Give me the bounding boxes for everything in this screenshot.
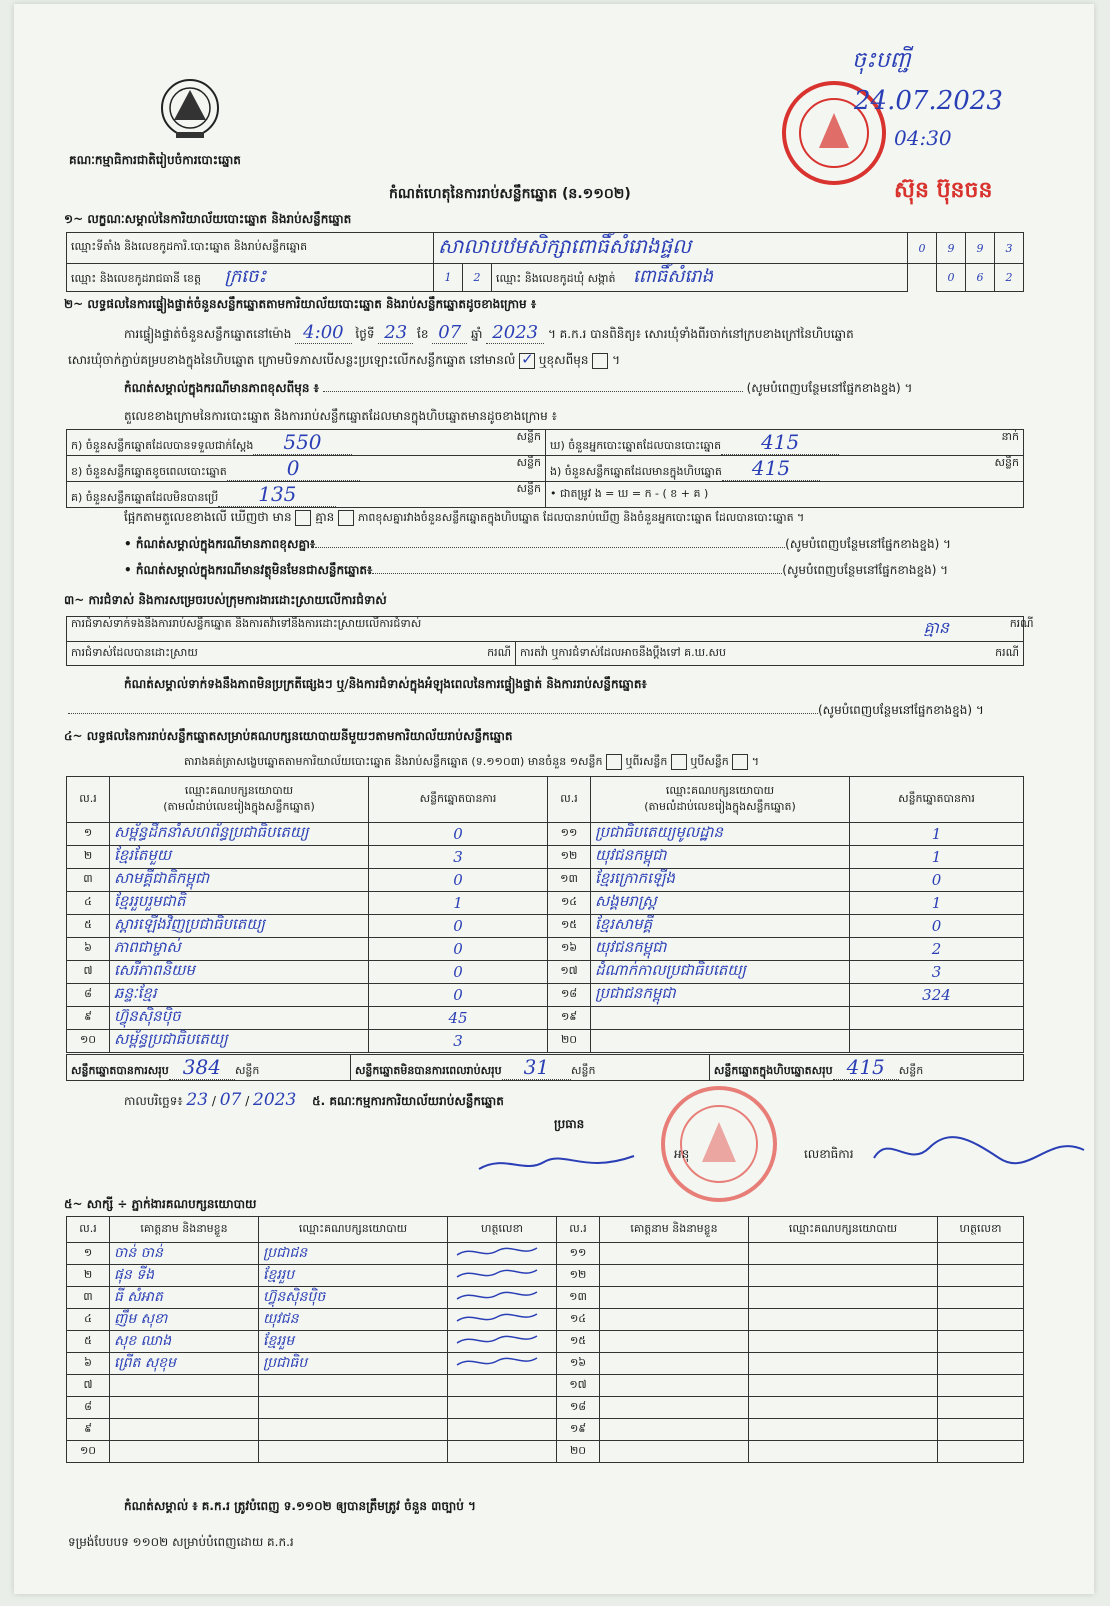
verify-day: 23	[378, 322, 413, 344]
witness-party: ខ្មែររួម	[259, 1331, 448, 1353]
total-in-box: 415	[833, 1055, 899, 1080]
result-party: យុវជនកម្ពុជា	[591, 938, 850, 961]
table-row	[67, 1353, 1024, 1375]
stamp-name: ស៊ុន ប៊ុនចន	[894, 178, 993, 203]
witness-signature	[448, 1265, 557, 1287]
section5-title: ៥~ សាក្សី ÷ ភ្នាក់ងារគណបក្សនយោបាយ	[64, 1197, 257, 1211]
table-row	[67, 1397, 1024, 1419]
result-no: ១១	[548, 823, 591, 846]
stamp-label: ចុះបញ្ជី	[852, 48, 911, 73]
result-votes: 0	[369, 961, 548, 984]
result-no: ១៧	[548, 961, 591, 984]
voters-label: ឃ) ចំនួនអ្នកបោះឆ្នោតដែលបានបោះឆ្នោត	[550, 439, 722, 452]
voters-value: 415	[721, 430, 839, 455]
result-party: សេរីភាពនិយម	[110, 961, 369, 984]
witness-party	[749, 1287, 938, 1309]
witness-party: ប្រជាធិប	[259, 1353, 448, 1375]
discrepancy-line: ផ្អែកតាមតួលេខខាងលើ ឃើញថា មាន គ្មាន ភាពខុសគ្នារវាងចំនួនសន្លឹកឆ្នោតក្នុងហិបឆ្នោត ដែលបានរាប់ឃើញ និងចំនួនអ្នកបោះឆ្នោត ដែលបានបោះឆ្នោត ។	[124, 510, 805, 524]
result-votes: 0	[369, 823, 548, 846]
result-votes: 45	[369, 1007, 548, 1030]
section3-title: ៣~ ការជំទាស់ និងការសម្រេចរបស់ក្រុមការងារដោះស្រាយលើការជំទាស់	[64, 593, 387, 607]
unused-value: 135	[218, 482, 336, 507]
has-discrepancy-checkbox[interactable]	[295, 510, 311, 526]
three-sheets-checkbox[interactable]	[732, 754, 748, 770]
witness-no: ៥	[67, 1331, 110, 1353]
diff-note-line: កំណត់សម្គាល់ក្នុងករណីមានភាពខុសពីមុន ៖ (សូមបំពេញបន្ថែមនៅផ្នែកខាងខ្នង) ។	[124, 381, 913, 395]
witness-party	[749, 1441, 938, 1463]
witness-name: ធី សំអាត	[110, 1287, 259, 1309]
result-votes: 1	[850, 892, 1024, 915]
location-table	[66, 232, 1024, 292]
witness-signature	[938, 1331, 1024, 1353]
witness-party	[259, 1375, 448, 1397]
result-votes: 3	[369, 846, 548, 869]
verification-line: ការផ្ទៀងផ្ទាត់ចំនួនសន្លឹកឆ្នោតនៅម៉ោង 4:00 ថ្ងៃទី 23 ខែ 07 ឆ្នាំ 2023 ។ គ.ក.រ បានពិនិត្យ៖ សោរឃុំទាំងពីរចាក់នៅក្របខាងក្រៅនៃហិបឆ្នោត	[124, 322, 854, 343]
witness-party	[749, 1353, 938, 1375]
witness-name	[600, 1309, 749, 1331]
witness-signature	[938, 1441, 1024, 1463]
witness-party	[749, 1397, 938, 1419]
witness-no: ៩	[67, 1419, 110, 1441]
result-no: ៤	[67, 892, 110, 915]
nec-emblem-icon	[154, 76, 226, 144]
witness-signature	[938, 1265, 1024, 1287]
results-table	[66, 776, 1024, 1053]
result-votes: 0	[369, 984, 548, 1007]
result-no: ៩	[67, 1007, 110, 1030]
province-code-1: 1	[434, 264, 463, 292]
in-box-label: ង) ចំនួនសន្លឹកឆ្នោតដែលមានក្នុងហិបឆ្នោត	[550, 465, 722, 478]
witness-party	[749, 1375, 938, 1397]
result-votes: 2	[850, 938, 1024, 961]
witness-party	[259, 1419, 448, 1441]
result-party: សាមគ្គីជាតិកម្ពុជា	[110, 869, 369, 892]
resolved-label: ការជំទាស់ដែលបានដោះស្រាយ	[71, 645, 198, 659]
result-no: ២	[67, 846, 110, 869]
form-title: កំណត់ហេតុនៃការរាប់សន្លឹកឆ្នោត (ន.១១០២)	[389, 186, 631, 202]
witness-party: ហ៊្វុនស៊ិនប៉ិច	[259, 1287, 448, 1309]
witness-no: ១២	[557, 1265, 600, 1287]
witness-signature	[938, 1309, 1024, 1331]
received-value: 550	[253, 430, 351, 455]
committee-stamp-icon	[654, 1084, 784, 1204]
count-month: 07	[219, 1090, 242, 1110]
witness-no: ១៧	[557, 1375, 600, 1397]
results-col-party: ឈ្មោះគណបក្សនយោបាយ (តាមលំដាប់លេខរៀងក្នុងសន្លឹកឆ្នោត)	[110, 777, 369, 823]
commune-label: ឈ្មោះ និងលេខកូដឃុំ សង្កាត់	[496, 272, 616, 285]
witness-name	[600, 1265, 749, 1287]
objection-row1: ការជំទាស់ទាក់ទងនឹងការរាប់សន្លឹកឆ្នោត និងការតវ៉ាទៅនឹងការដោះស្រាយលើការជំទាស់ គ្មាន ករណី	[67, 617, 1024, 642]
result-votes: 0	[369, 915, 548, 938]
witness-signature	[938, 1375, 1024, 1397]
result-votes: 1	[850, 846, 1024, 869]
signature-secretary	[869, 1128, 1089, 1172]
witness-col-party-2: ឈ្មោះគណបក្សនយោបាយ	[749, 1217, 938, 1243]
section2-title: ២~ លទ្ធផលនៃការផ្ទៀងផ្ទាត់ចំនួនសន្លឹកឆ្នោតតាមការិយាល័យបោះឆ្នោត និងរាប់សន្លឹកឆ្នោតដូចខាងក្រោម ៖	[64, 297, 537, 311]
result-party	[591, 1007, 850, 1030]
witness-signature	[938, 1397, 1024, 1419]
result-party: ភាពជាម្ចាស់	[110, 938, 369, 961]
result-party: យុវជនកម្ពុជា	[591, 846, 850, 869]
witness-party	[749, 1419, 938, 1441]
province-label: ឈ្មោះ និងលេខកូដរាជធានី ខេត្ត	[71, 272, 201, 285]
table-row	[67, 1243, 1024, 1265]
intact-checkbox[interactable]	[519, 353, 535, 369]
spoiled-label: ខ) ចំនួនសន្លឹកឆ្នោតខូចពេលបោះឆ្នោត	[71, 465, 227, 478]
witness-no: ៦	[67, 1353, 110, 1375]
table-row	[67, 1007, 1024, 1030]
witness-name: ចាន់ ចាន់	[110, 1243, 259, 1265]
count-year: 2023	[253, 1090, 297, 1110]
result-no: ៥	[67, 915, 110, 938]
bullet-diff: • កំណត់សម្គាល់ក្នុងករណីមានភាពខុសគ្នា៖ (សូមបំពេញបន្ថែមនៅផ្នែកខាងខ្នង) ។	[124, 537, 951, 551]
witness-signature	[938, 1243, 1024, 1265]
result-no: ២០	[548, 1030, 591, 1053]
witness-col-no: ល.រ	[67, 1217, 110, 1243]
result-no: ១០	[67, 1030, 110, 1053]
witness-no: ៨	[67, 1397, 110, 1419]
total-valid: 384	[169, 1055, 235, 1080]
witness-col-name-2: គោត្តនាម និងនាមខ្លួន	[600, 1217, 749, 1243]
result-party: សម្ព័ន្ធប្រជាធិបតេយ្យ	[110, 1030, 369, 1053]
witness-party: យុវជន	[259, 1309, 448, 1331]
table-row	[67, 1331, 1024, 1353]
witness-col-sign-2: ហត្ថលេខា	[938, 1217, 1024, 1243]
result-party: ហ៊្វុនស៊ិនប៉ិច	[110, 1007, 369, 1030]
table-row	[67, 823, 1024, 846]
result-party: ឆន្ទៈខ្មែរ	[110, 984, 369, 1007]
one-sheet-checkbox[interactable]	[606, 754, 622, 770]
witness-signature	[938, 1287, 1024, 1309]
results-col-no-2: ល.រ	[548, 777, 591, 823]
result-no: ១២	[548, 846, 591, 869]
form-footer: ទម្រង់បែបបទ ១១០២ សម្រាប់បំពេញដោយ គ.ក.រ	[68, 1535, 294, 1549]
result-no: ១៥	[548, 915, 591, 938]
result-party: ខ្មែរតែមួយ	[110, 846, 369, 869]
commune-code-2: 6	[966, 264, 995, 292]
secretary-label: លេខាធិការ	[804, 1147, 854, 1161]
results-totals: សន្លឹកឆ្នោតបានការសរុប 384 សន្លឹក សន្លឹកឆ្នោតមិនបានការពេលរាប់សរុប 31 សន្លឹក សន្លឹកឆ្នោតក្នុងហិបឆ្នោតសរុប 415 សន្លឹក	[66, 1054, 1024, 1081]
count-day: 23	[186, 1090, 209, 1110]
table-row	[67, 1265, 1024, 1287]
result-party: ខ្មែរក្រោកឡើង	[591, 869, 850, 892]
witness-party: ប្រជាជន	[259, 1243, 448, 1265]
results-col-votes-2: សន្លឹកឆ្នោតបានការ	[850, 777, 1024, 823]
result-no: ៨	[67, 984, 110, 1007]
witness-no: ២	[67, 1265, 110, 1287]
location-code-3: 9	[966, 233, 995, 264]
witness-signature	[938, 1353, 1024, 1375]
result-party: ខ្មែរសាមគ្គី	[591, 915, 850, 938]
witness-col-party: ឈ្មោះគណបក្សនយោបាយ	[259, 1217, 448, 1243]
witness-party	[749, 1265, 938, 1287]
location-code-1: 0	[908, 233, 937, 264]
province-code-2: 2	[463, 264, 492, 292]
commune-code-1: 0	[937, 264, 966, 292]
unused-label: គ) ចំនួនសន្លឹកឆ្នោតដែលមិនបានប្រើ	[71, 491, 219, 504]
result-votes	[850, 1030, 1024, 1053]
figures-table: ក) ចំនួនសន្លឹកឆ្នោតដែលបានទទួលជាក់ស្តែង 550 សន្លឹក ឃ) ចំនួនអ្នកបោះឆ្នោតដែលបានបោះឆ្នោត 415 នាក់ ខ) ចំនួនសន្លឹកឆ្នោតខូចពេលបោះឆ្នោត 0 សន្លឹក ង) ចំនួនសន្លឹកឆ្នោតដែលមានក្នុងហិបឆ្នោត 415 សន្លឹក គ) ចំនួនសន្លឹកឆ្នោតដែលមិនបានប្រើ 135 សន្លឹក • ជាតម្រូវ ង = ឃ = ក - ( ខ + គ )	[66, 429, 1024, 508]
witness-no: ១៤	[557, 1309, 600, 1331]
objection-value: គ្មាន	[923, 618, 949, 637]
result-party: សង្គមរាស្ត្រ	[591, 892, 850, 915]
location-code-2: 9	[937, 233, 966, 264]
witness-signature	[448, 1243, 557, 1265]
result-no: ១៩	[548, 1007, 591, 1030]
figures-intro: តួលេខខាងក្រោមនៃការបោះឆ្នោត និងការរាប់សន្លឹកឆ្នោតដែលមានក្នុងហិបឆ្នោតមានដូចខាងក្រោម ៖	[124, 409, 557, 423]
witness-name	[600, 1287, 749, 1309]
witness-name	[600, 1397, 749, 1419]
witness-signature	[448, 1331, 557, 1353]
stamp-date: 24.07.2023	[854, 86, 1003, 116]
result-party: ប្រជាធិបតេយ្យមូលដ្ឋាន	[591, 823, 850, 846]
result-party: ដំណាក់កាលប្រជាធិបតេយ្យ	[591, 961, 850, 984]
witness-no: ១៣	[557, 1287, 600, 1309]
witness-col-no-2: ល.រ	[557, 1217, 600, 1243]
result-votes: 324	[850, 984, 1024, 1007]
result-no: ១៤	[548, 892, 591, 915]
witness-no: ១១	[557, 1243, 600, 1265]
witness-party	[749, 1309, 938, 1331]
location-value: សាលាបឋមសិក្សាពោធិ៍សំរោងផ្ទល	[434, 233, 908, 264]
witness-name	[600, 1441, 749, 1463]
irregularity-line: (សូមបំពេញបន្ថែមនៅផ្នែកខាងខ្នង) ។	[68, 702, 984, 720]
result-no: ៦	[67, 938, 110, 961]
result-votes: 0	[369, 938, 548, 961]
results-col-votes: សន្លឹកឆ្នោតបានការ	[369, 777, 548, 823]
table-row	[67, 961, 1024, 984]
changed-checkbox[interactable]	[592, 353, 608, 369]
witness-no: ១០	[67, 1441, 110, 1463]
witness-party: ខ្មែររួប	[259, 1265, 448, 1287]
witness-party	[259, 1441, 448, 1463]
witness-col-sign: ហត្ថលេខា	[448, 1217, 557, 1243]
result-party	[591, 1030, 850, 1053]
total-invalid: 31	[502, 1055, 571, 1080]
section1-title: ១~ លក្ខណៈសម្គាល់នៃការិយាល័យបោះឆ្នោត និងរាប់សន្លឹកឆ្នោត	[64, 212, 352, 226]
spoiled-value: 0	[227, 456, 360, 481]
election-form-page	[14, 4, 1094, 1594]
result-party: ប្រជាជនកម្ពុជា	[591, 984, 850, 1007]
signature-member	[474, 1144, 644, 1184]
witness-no: ៤	[67, 1309, 110, 1331]
summary-sheets-line: តារាងគត់ត្រាសង្ខេបឆ្នោតតាមការិយាល័យបោះឆ្នោត និងរាប់សន្លឹកឆ្នោត (ទ.១១០៣) មានចំនួន ១សន្លឹក ឬពីរសន្លឹក ឬបីសន្លឹក ។	[184, 755, 760, 768]
witness-name	[600, 1419, 749, 1441]
result-no: ៣	[67, 869, 110, 892]
member-label: អនុ	[674, 1147, 690, 1161]
table-row	[67, 846, 1024, 869]
verify-month: 07	[432, 322, 467, 344]
witness-signature	[448, 1309, 557, 1331]
result-no: ៧	[67, 961, 110, 984]
result-party: ខ្មែររួបរួមជាតិ	[110, 892, 369, 915]
table-row	[67, 1287, 1024, 1309]
witness-no: ៣	[67, 1287, 110, 1309]
witness-party	[749, 1243, 938, 1265]
result-votes: 1	[369, 892, 548, 915]
results-col-party-2: ឈ្មោះគណបក្សនយោបាយ (តាមលំដាប់លេខរៀងក្នុងសន្លឹកឆ្នោត)	[591, 777, 850, 823]
witness-signature	[448, 1441, 557, 1463]
witness-name	[600, 1243, 749, 1265]
table-row	[67, 1419, 1024, 1441]
table-row	[67, 984, 1024, 1007]
witness-no: ១៦	[557, 1353, 600, 1375]
table-row	[67, 938, 1024, 961]
table-row	[67, 892, 1024, 915]
table-row	[67, 1441, 1024, 1463]
result-no: ១	[67, 823, 110, 846]
witness-col-name: គោត្តនាម និងនាមខ្លួន	[110, 1217, 259, 1243]
witness-no: ១៩	[557, 1419, 600, 1441]
table-row	[67, 1030, 1024, 1053]
result-no: ១៦	[548, 938, 591, 961]
witness-name	[110, 1419, 259, 1441]
verify-year: 2023	[486, 322, 544, 344]
witness-no: ១	[67, 1243, 110, 1265]
witness-name: ញឹម សុខា	[110, 1309, 259, 1331]
witness-name: ផុន ទីង	[110, 1265, 259, 1287]
location-label: ឈ្មោះទីតាំង និងលេខកូដការិ.បោះឆ្នោត និងរាប់សន្លឹកឆ្នោត	[67, 233, 434, 264]
witness-name	[110, 1375, 259, 1397]
two-sheets-checkbox[interactable]	[671, 754, 687, 770]
witness-name	[110, 1441, 259, 1463]
stamp-time: 04:30	[894, 126, 952, 150]
witness-signature	[448, 1287, 557, 1309]
table-row	[67, 1375, 1024, 1397]
result-no: ១៣	[548, 869, 591, 892]
witness-name	[600, 1331, 749, 1353]
witness-no: ១៨	[557, 1397, 600, 1419]
table-row	[67, 869, 1024, 892]
witness-name: សុខ ឈាង	[110, 1331, 259, 1353]
result-no: ១៨	[548, 984, 591, 1007]
witness-signature	[448, 1375, 557, 1397]
appeal-label: ការតវ៉ា ឬការជំទាស់ដែលអាចនឹងប្តឹងទៅ គ.ឃ.សប	[520, 645, 727, 659]
seal-line: សោរឃុំចាក់ភ្ជាប់គម្របខាងក្នុងនៃហិបឆ្នោត ក្រោមបិទភាសបើសន្លះប្រឡោះលើកសន្លឹកឆ្នោត នៅមានលំ ✓ ឬខុសពីមុន ។	[68, 352, 620, 370]
bullet-foreign: • កំណត់សម្គាល់ក្នុងករណីមានវត្ថុមិនមែនជាសន្លឹកឆ្នោត៖ (សូមបំពេញបន្ថែមនៅផ្នែកខាងខ្នង) ។	[124, 563, 949, 577]
formula: • ជាតម្រូវ ង = ឃ = ក - ( ខ + គ )	[546, 482, 1024, 508]
table-row	[67, 915, 1024, 938]
witness-name	[600, 1375, 749, 1397]
section4-title: ៤~ លទ្ធផលនៃការរាប់សន្លឹកឆ្នោតសម្រាប់គណបក្សនយោបាយនីមួយៗតាមការិយាល័យរាប់សន្លឹកឆ្នោត	[64, 729, 513, 743]
result-votes: 3	[369, 1030, 548, 1053]
count-date-line: កាលបរិច្ឆេទ៖ 23 / 07 / 2023 ៥. គណៈកម្មការការិយាល័យរាប់សន្លឹកឆ្នោត	[124, 1090, 504, 1110]
result-votes: 0	[369, 869, 548, 892]
in-box-value: 415	[722, 456, 820, 481]
results-col-no: ល.រ	[67, 777, 110, 823]
received-label: ក) ចំនួនសន្លឹកឆ្នោតដែលបានទទួលជាក់ស្តែង	[71, 439, 254, 452]
witness-signature	[448, 1353, 557, 1375]
objection-table: ការជំទាស់ទាក់ទងនឹងការរាប់សន្លឹកឆ្នោត និងការតវ៉ាទៅនឹងការដោះស្រាយលើការជំទាស់ គ្មាន ករណី ការជំទាស់ដែលបានដោះស្រាយ ករណី ការតវ៉ា ឬការជំទាស់ដែលអាចនឹងប្តឹងទៅ គ.ឃ.សប ករណី	[66, 616, 1024, 666]
witness-no: ២០	[557, 1441, 600, 1463]
result-votes: 3	[850, 961, 1024, 984]
witness-party	[749, 1331, 938, 1353]
result-votes	[850, 1007, 1024, 1030]
witness-signature	[448, 1397, 557, 1419]
witness-name	[600, 1353, 749, 1375]
witness-no: ៧	[67, 1375, 110, 1397]
result-party: សម្ព័ន្ធដឹកនាំសហព័ន្ធប្រជាធិបតេយ្យ	[110, 823, 369, 846]
province-value: ក្រចេះ	[224, 266, 267, 287]
witness-party	[259, 1397, 448, 1419]
commune-value: ពោធិ៍សំរោង	[633, 266, 714, 287]
irregularity-note: កំណត់សម្គាល់ទាក់ទងនឹងភាពមិនប្រក្រតីផ្សេងៗ ឬ/និងការជំទាស់ក្នុងអំឡុងពេលនៃការផ្ទៀងផ្ទាត់ និងការរាប់សន្លឹកឆ្នោត៖	[124, 677, 647, 691]
commune-code-3: 2	[995, 264, 1024, 292]
table-row	[67, 1309, 1024, 1331]
witness-no: ១៥	[557, 1331, 600, 1353]
president-label: ប្រធាន	[554, 1117, 585, 1131]
witness-name	[110, 1397, 259, 1419]
witness-name: ព្រើត សុខុម	[110, 1353, 259, 1375]
witness-table	[66, 1216, 1024, 1463]
no-discrepancy-checkbox[interactable]	[338, 510, 354, 526]
final-note: កំណត់សម្គាល់ ៖ គ.ក.រ ត្រូវបំពេញ ទ.១១០២ ឲ្យបានត្រឹមត្រូវ ចំនួន ៣ច្បាប់ ។	[124, 1499, 476, 1513]
witness-signature	[448, 1419, 557, 1441]
result-party: ស្តារឡើងវិញប្រជាធិបតេយ្យ	[110, 915, 369, 938]
commission-name: គណៈកម្មាធិការជាតិរៀបចំការបោះឆ្នោត	[69, 153, 241, 167]
witness-signature	[938, 1419, 1024, 1441]
result-votes: 1	[850, 823, 1024, 846]
location-code-4: 3	[995, 233, 1024, 264]
result-votes: 0	[850, 915, 1024, 938]
result-votes: 0	[850, 869, 1024, 892]
verify-time: 4:00	[295, 322, 351, 344]
